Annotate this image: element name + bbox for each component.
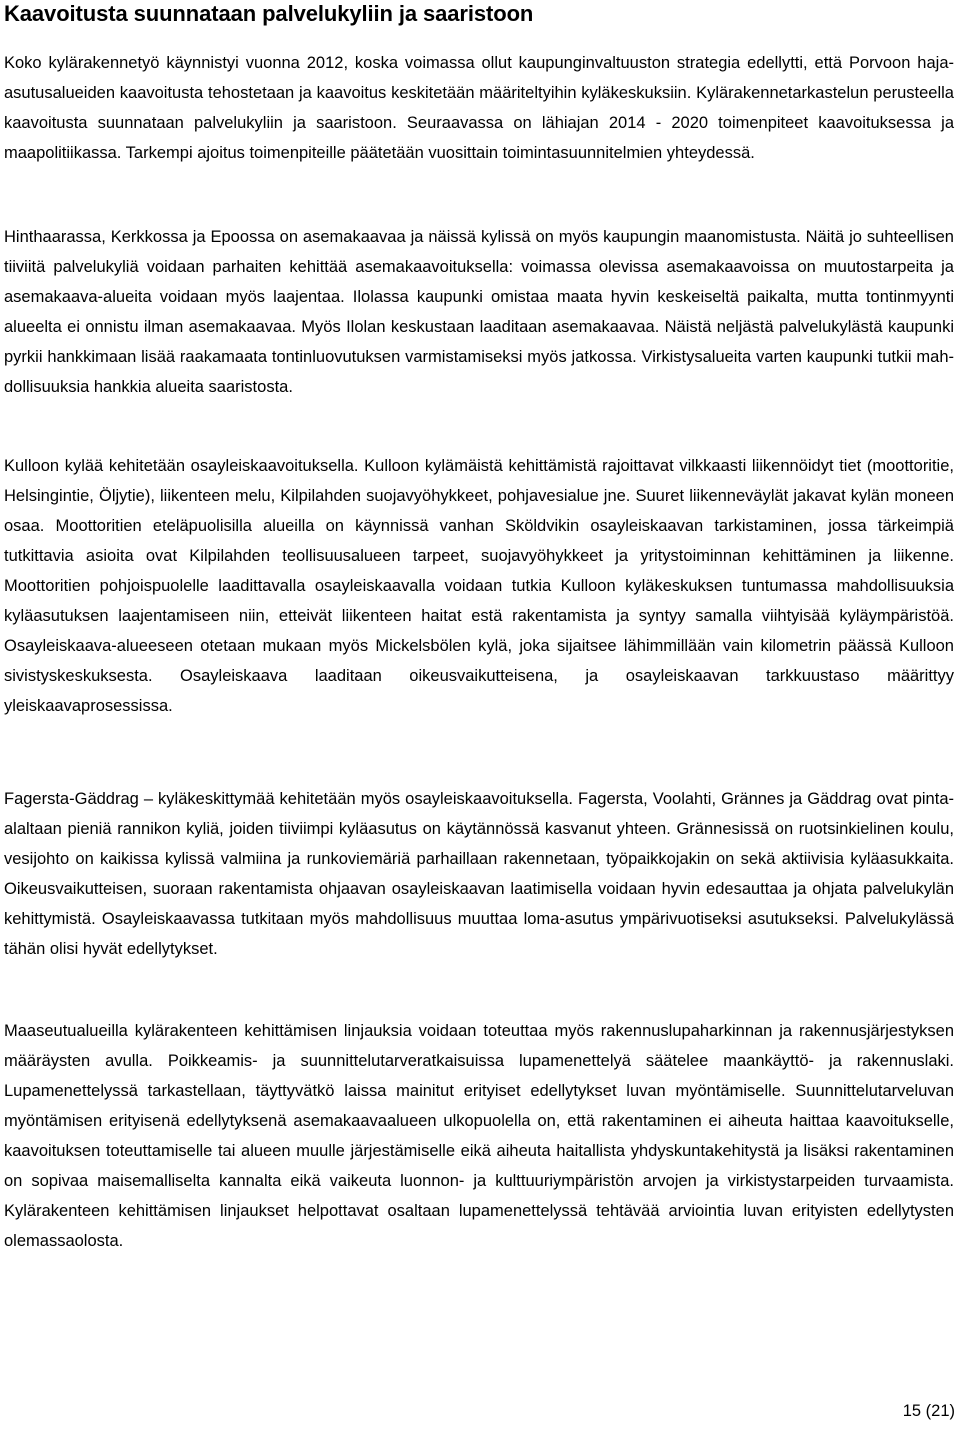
page-number: 15 (21) — [902, 1402, 955, 1420]
document-page — [4, 0, 954, 1250]
paragraph-kylarakennetyo: Koko kylärakennetyö käynnistyi vuonna 2012, koska voimassa ollut kaupunginvaltuuston strategia edellytti, että Porvoon haja-asutusalueiden kaavoitusta tehostetaan ja kaavoitus keskitetään määriteltyihin kyläkeskuksiin. Kylärakennetarkastelun perusteella kaavoitusta suunnataan palvelukyliin ja saaristoon. Seuraavassa on lähiajan 2014 - 2020 toimenpiteet kaavoituksessa ja maapolitiikassa. Tarkempi ajoitus toimenpiteille päätetään vuosittain toimintasuunnitelmien yhteydessä. — [4, 54, 954, 162]
paragraph-kulloo: Kulloon kylää kehitetään osayleiskaavoituksella. Kulloon kylämäistä kehittämistä rajoittavat vilkkaasti liikennöidyt tiet (moottoritie, Helsingintie, Öljytie), liikenteen melu, Kilpilahden suojavyöhykkeet, pohjavesialue jne. Suuret liikenneväylät jakavat kylän moneen osaa. Moottoritien eteläpuolisilla alueilla on käynnissä vanhan Sköldvikin osayleiskaavan tarkistaminen, jossa tärkeimpiä tutkittavia asioita ovat Kilpilahden teollisuusalueen tarpeet, suojavyöhykkeet ja yritystoiminnan kehittäminen ja liikenne. Moottoritien pohjoispuolelle laadittavalla osayleiskaavalla voidaan tutkia Kulloon kyläkeskuksen tuntumassa mahdollisuuksia kyläasutuksen laajentamiseen niin, etteivät liikenteen haitat estä rakentamista ja syntyy samalla viihtyisää kyläympäristöä. Osayleiskaava-alueeseen otetaan mukaan myös Mickelsbölen kylä, joka sijaitsee lähimmillään vain kilometrin päässä Kulloon sivistyskeskuksesta. Osayleiskaava laaditaan oikeusvaikutteisena, ja osayleiskaavan tarkkuustaso määrittyy yleiskaavaprosessissa. — [4, 457, 954, 715]
paragraph-maaseutualueet: Maaseutualueilla kylärakenteen kehittämisen linjauksia voidaan toteuttaa myös rakennuslupaharkinnan ja rakennusjärjestyksen määräysten avulla. Poikkeamis- ja suunnittelutarveratkaisuissa lupamenettelyä säätelee maankäyttö- ja rakennuslaki. Lupamenettelyssä tarkastellaan, täyttyvätkö laissa mainitut erityiset edellytykset luvan myöntämiselle. Suunnittelutarveluvan myöntämisen erityisenä edellytyksenä asemakaavaalueen ulkopuolella on, että rakentaminen ei aiheuta haittaa kaavoitukselle, kaavoituksen toteuttamiselle tai alueen muulle järjestämiselle eikä aiheuta haitallista yhdyskuntakehitystä ja lisäksi rakentaminen on sopivaa maisemalliselta kannalta eikä vaikeuta luonnon- ja kulttuuriympäristön arvojen ja virkistystarpeiden turvaamista. Kylärakenteen kehittämisen linjaukset helpottavat osaltaan lupamenettelyssä tehtävää arviointia luvan erityisten edellytysten olemassaolosta. — [4, 1022, 954, 1250]
page-title: Kaavoitusta suunnataan palvelukyliin ja saaristoon — [4, 1, 534, 26]
paragraph-palvelukylat: Hinthaarassa, Kerkkossa ja Epoossa on asemakaavaa ja näissä kylissä on myös kaupungin maanomistusta. Näitä jo suhteellisen tiiviitä palvelukyliä voidaan parhaiten kehittää asemakaavoituksella: voimassa olevissa asemakaavoissa on muutostarpeita ja asemakaava-alueita voidaan myös laajentaa. Ilolassa kaupunki omistaa maata hyvin keskeiseltä paikalta, mutta tontinmyynti alueelta ei onnistu ilman asemakaavaa. Myös Ilolan keskustaan laaditaan asemakaavaa. Näistä neljästä palvelukylästä kaupunki pyrkii hankkimaan lisää raakamaata tontinluovutuksen varmistamiseksi myös jatkossa. Virkistysalueita varten kaupunki tutkii mahdollisuuksia hankkia alueita saaristosta. — [4, 228, 954, 396]
paragraph-fagersta-gaddrag: Fagersta-Gäddrag – kyläkeskittymää kehitetään myös osayleiskaavoituksella. Fagersta, Voolahti, Grännes ja Gäddrag ovat pinta-alaltaan pieniä rannikon kyliä, joiden tiiviimpi kyläasutus on käytännössä kasvanut yhteen. Grännesissä on ruotsinkielinen koulu, vesijohto on kaikissa kylissä valmiina ja runkoviemäriä parhaillaan rakennetaan, työpaikkojakin on sekä aktiivisia kyläasukkaita. Oikeusvaikutteisen, suoraan rakentamista ohjaavan osayleiskaavan laatimisella voidaan hyvin edesauttaa ja ohjata palvelukylän kehittymistä. Osayleiskaavassa tutkitaan myös mahdollisuus muuttaa loma-asutus ympärivuotiseksi asutukseksi. Palvelukylässä tähän olisi hyvät edellytykset. — [4, 790, 954, 958]
